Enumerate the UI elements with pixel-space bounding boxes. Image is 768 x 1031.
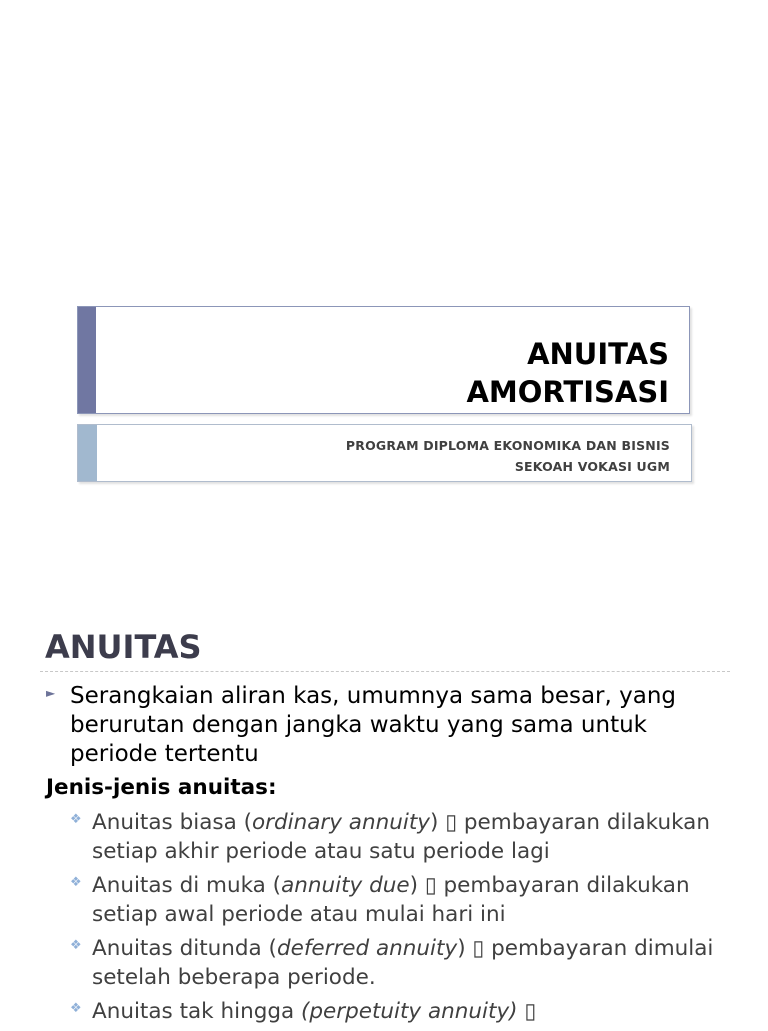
diamond-bullet-icon: ❖ bbox=[70, 1001, 82, 1016]
slide-title bbox=[466, 335, 669, 411]
type-suffix: ) ▯ pembayaran dimulai setelah beberapa periode. bbox=[92, 936, 714, 990]
slide-title-line-2: AMORTISASI bbox=[466, 375, 669, 409]
definition-bullet bbox=[46, 682, 726, 769]
list-item-text bbox=[92, 871, 750, 929]
type-prefix: Anuitas biasa ( bbox=[92, 810, 252, 835]
diamond-bullet-icon: ❖ bbox=[70, 875, 82, 890]
slide-subtitle bbox=[346, 435, 670, 477]
list-item-text bbox=[92, 934, 750, 992]
subtitle-line-1: PROGRAM DIPLOMA EKONOMIKA DAN BISNIS bbox=[345, 438, 670, 453]
type-term: ordinary annuity bbox=[251, 810, 430, 835]
subtitle-box bbox=[77, 424, 692, 482]
list-item bbox=[70, 871, 750, 929]
type-term: deferred annuity bbox=[276, 936, 458, 961]
type-prefix: Anuitas di muka ( bbox=[92, 873, 282, 898]
definition-text: Serangkaian aliran kas, umumnya sama besar, yang berurutan dengan jangka waktu yang sama untuk periode tertentu bbox=[70, 683, 677, 767]
title-box bbox=[77, 306, 690, 414]
triangle-bullet-icon: ► bbox=[46, 686, 56, 700]
heading-divider bbox=[40, 671, 730, 672]
type-suffix: ▯ bbox=[517, 999, 537, 1024]
list-item bbox=[70, 808, 750, 866]
content-heading: ANUITAS bbox=[45, 628, 202, 666]
list-item bbox=[70, 997, 750, 1026]
type-suffix: ) ▯ pembayaran dilakukan setiap awal periode atau mulai hari ini bbox=[92, 873, 690, 927]
type-prefix: Anuitas tak hingga bbox=[92, 999, 301, 1024]
subtitle-line-2: SEKOAH VOKASI UGM bbox=[514, 459, 670, 474]
type-prefix: Anuitas ditunda ( bbox=[92, 936, 277, 961]
list-item-text bbox=[92, 808, 750, 866]
types-heading: Jenis-jenis anuitas: bbox=[46, 775, 277, 800]
type-term: annuity due bbox=[281, 873, 410, 898]
annuity-types-list bbox=[70, 808, 750, 1031]
list-item-text bbox=[92, 997, 750, 1026]
title-accent-bar bbox=[78, 307, 96, 413]
content-slide bbox=[0, 576, 768, 1024]
slide-title-line-1: ANUITAS bbox=[527, 337, 669, 371]
type-term: (perpetuity annuity) bbox=[301, 999, 518, 1024]
diamond-bullet-icon: ❖ bbox=[70, 938, 82, 953]
type-suffix: ) ▯ pembayaran dilakukan setiap akhir periode atau satu periode lagi bbox=[92, 810, 710, 864]
list-item bbox=[70, 934, 750, 992]
subtitle-accent-bar bbox=[78, 425, 97, 481]
diamond-bullet-icon: ❖ bbox=[70, 812, 82, 827]
